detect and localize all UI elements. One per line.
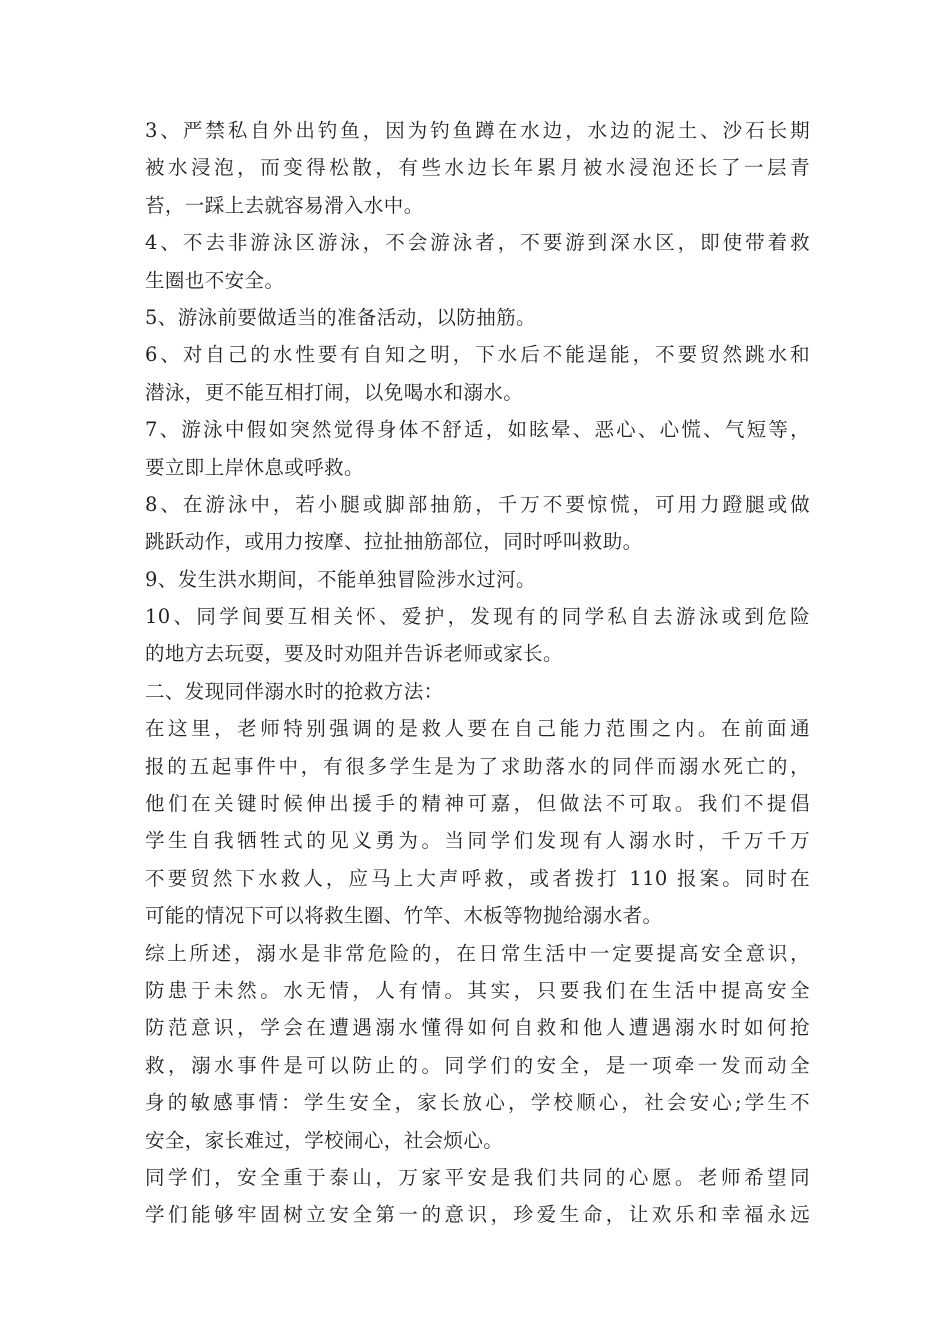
text-line: 防患于未然。水无情，人有情。其实，只要我们在生活中提高安全 <box>145 978 810 1002</box>
text-line: 生圈也不安全。 <box>145 268 285 292</box>
text-line: 潜泳，更不能互相打闹，以免喝水和溺水。 <box>145 380 524 404</box>
text-line: 3、严禁私自外出钓鱼，因为钓鱼蹲在水边，水边的泥土、沙石长期 <box>145 119 810 142</box>
text-line: 身的敏感事情：学生安全，家长放心，学校顺心，社会安心;学生不 <box>145 1091 810 1115</box>
text-line: 综上所述，溺水是非常危险的，在日常生活中一定要提高安全意识， <box>145 941 810 965</box>
text-line: 救，溺水事件是可以防止的。同学们的安全，是一项牵一发而动全 <box>145 1053 810 1077</box>
text-line: 在这里，老师特别强调的是救人要在自己能力范围之内。在前面通 <box>145 717 810 741</box>
text-line: 的地方去玩耍，要及时劝阻并告诉老师或家长。 <box>145 642 563 666</box>
text-line: 跳跃动作，或用力按摩、拉扯抽筋部位，同时呼叫救助。 <box>145 530 643 554</box>
text-line: 要立即上岸休息或呼救。 <box>145 455 364 479</box>
text-line: 苔，一踩上去就容易滑入水中。 <box>145 193 424 217</box>
text-line: 4、不去非游泳区游泳，不会游泳者，不要游到深水区，即使带着救 <box>145 231 810 255</box>
text-line: 安全，家长难过，学校闹心，社会烦心。 <box>145 1128 504 1152</box>
text-line: 学生自我牺牲式的见义勇为。当同学们发现有人溺水时，千万千万 <box>145 829 810 853</box>
text-line: 他们在关键时候伸出援手的精神可嘉，但做法不可取。我们不提倡 <box>145 792 810 816</box>
text-line: 9、发生洪水期间，不能单独冒险涉水过河。 <box>145 567 536 591</box>
text-line: 报的五起事件中，有很多学生是为了求助落水的同伴而溺水死亡的， <box>145 754 810 778</box>
text-line: 不要贸然下水救人，应马上大声呼救，或者拨打 110 报案。同时在 <box>145 866 810 890</box>
text-line: 7、游泳中假如突然觉得身体不舒适，如眩晕、恶心、心慌、气短等， <box>145 418 810 442</box>
text-line: 被水浸泡，而变得松散，有些水边长年累月被水浸泡还长了一层青 <box>145 156 810 180</box>
text-line: 8、在游泳中，若小腿或脚部抽筋，千万不要惊慌，可用力蹬腿或做 <box>145 492 810 516</box>
text-line: 10、同学间要互相关怀、爱护，发现有的同学私自去游泳或到危险 <box>145 605 810 629</box>
text-line: 6、对自己的水性要有自知之明，下水后不能逞能，不要贸然跳水和 <box>145 343 810 367</box>
text-line: 同学们，安全重于泰山，万家平安是我们共同的心愿。老师希望同 <box>145 1165 810 1189</box>
text-line: 防范意识，学会在遭遇溺水懂得如何自救和他人遭遇溺水时如何抢 <box>145 1016 810 1040</box>
text-line: 5、游泳前要做适当的准备活动，以防抽筋。 <box>145 305 536 329</box>
text-line: 二、发现同伴溺水时的抢救方法： <box>145 679 444 703</box>
text-line: 学们能够牢固树立安全第一的意识，珍爱生命，让欢乐和幸福永远 <box>145 1203 810 1227</box>
text-line: 可能的情况下可以将救生圈、竹竿、木板等物抛给溺水者。 <box>145 904 663 928</box>
document-body <box>145 112 810 1234</box>
